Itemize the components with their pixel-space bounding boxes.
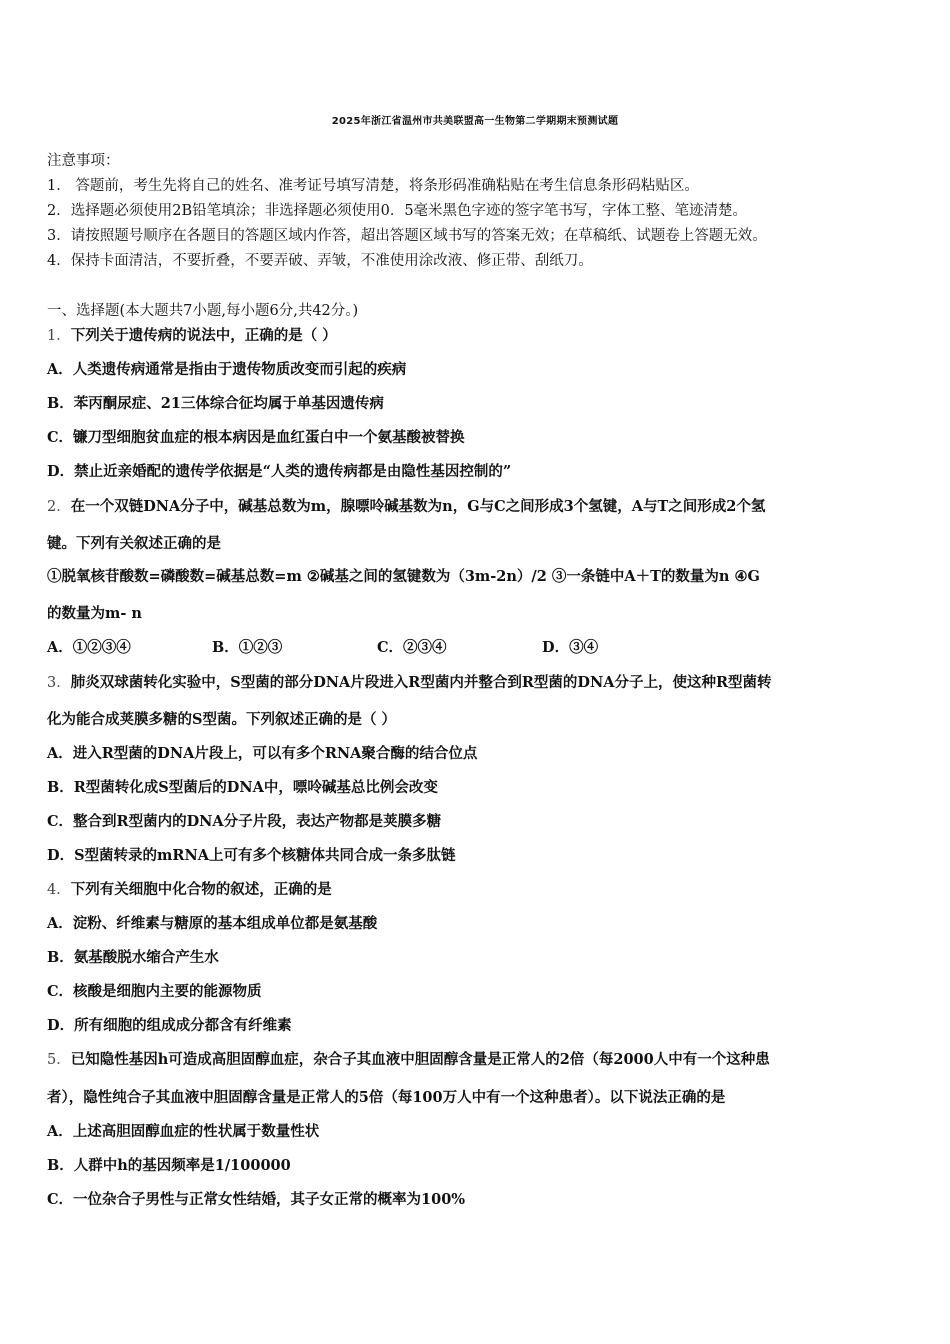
question-1-option-c: C．镰刀型细胞贫血症的根本病因是血红蛋白中一个氨基酸被替换	[47, 429, 465, 446]
question-3-stem-cont: 化为能合成荚膜多糖的S型菌。下列叙述正确的是（ ）	[47, 711, 397, 728]
notice-item: 3．请按照题号顺序在各题目的答题区域内作答，超出答题区域书写的答案无效；在草稿纸、试题卷上答题无效。	[47, 228, 767, 244]
question-2-option-d: D．③④	[542, 639, 599, 656]
question-5-stem-cont: 者），隐性纯合子其血液中胆固醇含量是正常人的5倍（每100万人中有一个这种患者）。以下说法正确的是	[47, 1089, 726, 1106]
question-4-stem: 4．下列有关细胞中化合物的叙述，正确的是	[47, 881, 332, 898]
question-number: 4．	[47, 882, 71, 898]
section-heading: 一、选择题(本大题共7小题,每小题6分,共42分。)	[47, 303, 359, 319]
notice-item: 1． 答题前，考生先将自己的姓名、准考证号填写清楚，将条形码准确粘贴在考生信息条形码粘贴区。	[47, 178, 699, 194]
question-2-statements: ①脱氧核苷酸数=磷酸数=碱基总数=m ②碱基之间的氢键数为（3m-2n）/2 ③一条链中A＋T的数量为n ④G	[47, 568, 760, 585]
question-5-option-b: B．人群中h的基因频率是1/100000	[47, 1157, 291, 1174]
question-2-option-b: B．①②③	[212, 639, 283, 656]
question-3-stem: 3．肺炎双球菌转化实验中，S型菌的部分DNA片段进入R型菌内并整合到R型菌的DNA分子上，使这种R型菌转	[47, 674, 772, 691]
question-number: 2．	[47, 499, 71, 515]
question-5-option-c: C．一位杂合子男性与正常女性结婚，其子女正常的概率为100%	[47, 1191, 466, 1208]
question-1-option-a: A．人类遗传病通常是指由于遗传物质改变而引起的疾病	[47, 361, 407, 378]
page-title: 2025年浙江省温州市共美联盟高一生物第二学期期末预测试题	[331, 116, 619, 127]
question-number: 5．	[47, 1052, 71, 1068]
question-1-option-d: D．禁止近亲婚配的遗传学依据是“人类的遗传病都是由隐性基因控制的”	[47, 463, 512, 480]
question-number: 1．	[47, 328, 71, 344]
question-3-option-c: C．整合到R型菌内的DNA分子片段，表达产物都是荚膜多糖	[47, 813, 442, 830]
question-number: 3．	[47, 675, 71, 691]
question-3-option-d: D．S型菌转录的mRNA上可有多个核糖体共同合成一条多肽链	[47, 847, 456, 864]
question-5-stem: 5．已知隐性基因h可造成高胆固醇血症，杂合子其血液中胆固醇含量是正常人的2倍（每2000人中有一个这种患	[47, 1051, 770, 1068]
question-2-stem: 2．在一个双链DNA分子中，碱基总数为m，腺嘌呤碱基数为n，G与C之间形成3个氢键，A与T之间形成2个氢	[47, 498, 766, 515]
question-3-option-a: A．进入R型菌的DNA片段上，可以有多个RNA聚合酶的结合位点	[47, 745, 478, 762]
question-4-option-c: C．核酸是细胞内主要的能源物质	[47, 983, 262, 1000]
question-1-option-b: B．苯丙酮尿症、21三体综合征均属于单基因遗传病	[47, 395, 384, 412]
question-4-option-a: A．淀粉、纤维素与糖原的基本组成单位都是氨基酸	[47, 915, 378, 932]
notice-item: 2．选择题必须使用2B铅笔填涂；非选择题必须使用0．5毫米黑色字迹的签字笔书写，字体工整、笔迹清楚。	[47, 203, 748, 219]
question-2-stem-cont: 键。下列有关叙述正确的是	[47, 535, 221, 552]
question-2-option-c: C．②③④	[377, 639, 447, 656]
question-4-option-b: B．氨基酸脱水缩合产生水	[47, 949, 219, 966]
question-2-option-a: A．①②③④	[47, 639, 131, 656]
question-3-option-b: B．R型菌转化成S型菌后的DNA中，嘌呤碱基总比例会改变	[47, 779, 438, 796]
question-5-option-a: A．上述高胆固醇血症的性状属于数量性状	[47, 1123, 320, 1140]
question-4-option-d: D．所有细胞的组成成分都含有纤维素	[47, 1017, 292, 1034]
notice-heading: 注意事项：	[47, 153, 120, 169]
question-2-statements-cont: 的数量为m- n	[47, 605, 142, 622]
question-1-stem: 1．下列关于遗传病的说法中，正确的是（ ）	[47, 327, 337, 344]
notice-item: 4．保持卡面清洁，不要折叠，不要弄破、弄皱，不准使用涂改液、修正带、刮纸刀。	[47, 253, 593, 269]
